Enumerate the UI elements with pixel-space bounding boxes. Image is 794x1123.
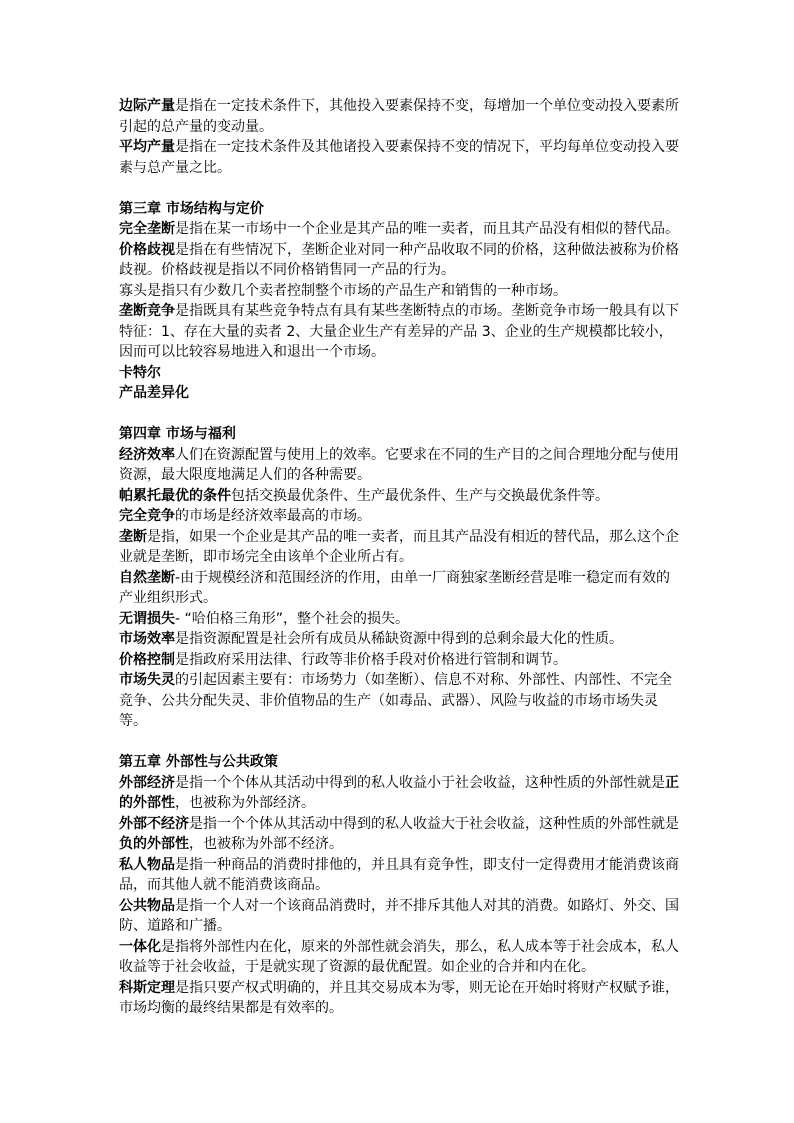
- definition-term: 公共物品: [119, 897, 175, 914]
- definition-term: 产品差异化: [119, 385, 189, 401]
- definition-paragraph: [119, 896, 681, 937]
- definition-text: 是指只要产权式明确的，并且其交易成本为零，则无论在开始时将财产权赋予谁，市场均衡的最终结果都是有效率的。: [119, 979, 679, 1016]
- definition-paragraph: [119, 773, 681, 814]
- definition-paragraph: [119, 219, 681, 240]
- definition-text: 是指一个个体从其活动中得到的私人收益小于社会收益，这种性质的外部性就是: [175, 774, 665, 791]
- definition-term: 经济效率: [119, 446, 175, 463]
- definition-text: ，也被称为外部经济。: [175, 795, 315, 811]
- definition-text: 人们在资源配置与使用上的效率。它要求在不同的生产目的之间合理地分配与使用资源，最大限度地满足人们的各种需要。: [119, 446, 679, 483]
- definition-term: 私人物品: [119, 856, 175, 873]
- definition-text: - “哈伯格三角形”，整个社会的损失。: [175, 610, 410, 627]
- definition-paragraph: [119, 445, 681, 486]
- definition-paragraph: [119, 629, 681, 650]
- definition-paragraph: [119, 96, 681, 137]
- definition-text: 是指在有些情况下，垄断企业对同一种产品收取不同的价格，这种做法被称为价格歧视。价格歧视是指以不同价格销售同一产品的行为。: [119, 241, 679, 278]
- definition-paragraph: [119, 670, 681, 732]
- definition-term: 外部不经济: [119, 815, 189, 832]
- definition-term: 完全竞争: [119, 508, 175, 524]
- definition-term: 垄断竞争: [119, 303, 175, 319]
- definition-paragraph: [119, 506, 681, 527]
- definition-paragraph: [119, 937, 681, 978]
- definition-paragraph: [119, 650, 681, 671]
- definition-term: 边际产量: [119, 98, 175, 114]
- definition-text: 寡头是指只有少数几个卖者控制整个市场的产品生产和销售的一种市场。: [119, 282, 567, 299]
- spacer: [119, 732, 681, 753]
- definition-paragraph: [119, 281, 681, 302]
- definition-text: 是指政府采用法律、行政等非价格手段对价格进行管制和调节。: [175, 651, 567, 668]
- definition-text: 是指将外部性内在化，原来的外部性就会消失，那么，私人成本等于社会成本，私人收益等于社会收益，于是就实现了资源的最优配置。如企业的合并和内在化。: [119, 938, 679, 975]
- definition-term: 正的外部性: [119, 774, 679, 811]
- definition-text: -由于规模经济和范围经济的作用，由单一厂商独家垄断经营是唯一稳定而有效的产业组织形式。: [119, 569, 671, 606]
- definition-term: 市场失灵: [119, 672, 175, 688]
- definition-term: 外部经济: [119, 774, 175, 791]
- definition-term: 完全垄断: [119, 221, 175, 237]
- definition-term: 帕累托最优的条件: [119, 487, 231, 504]
- definition-text: 包括交换最优条件、生产最优条件、生产与交换最优条件等。: [231, 487, 609, 504]
- definition-paragraph: [119, 137, 681, 178]
- definition-term: 平均产量: [119, 139, 175, 155]
- definition-text: 是指在某一市场中一个企业是其产品的唯一卖者，而且其产品没有相似的替代品。: [175, 221, 679, 237]
- definition-term: 一体化: [119, 938, 161, 955]
- definition-term: 垄断: [119, 528, 147, 545]
- definition-text: 的市场是经济效率最高的市场。: [175, 508, 371, 524]
- definition-paragraph: [119, 609, 681, 630]
- definition-text: 是指既具有某些竞争特点有具有某些垄断特点的市场。垄断竞争市场一般具有以下特征：1、存在大量的卖者 2、大量企业生产有差异的产品 3、企业的生产规模都比较小，因而可以比较容易地进入和退出一个市场。: [119, 303, 679, 360]
- chapter-4-heading: 第四章 市场与福利: [119, 426, 236, 442]
- definition-term: 卡特尔: [119, 364, 161, 381]
- chapter-5-heading: 第五章 外部性与公共政策: [119, 754, 278, 770]
- spacer: [119, 404, 681, 425]
- spacer: [119, 178, 681, 199]
- definition-paragraph: [119, 486, 681, 507]
- definition-paragraph: [119, 568, 681, 609]
- definition-text: 是指一个人对一个该商品消费时，并不排斥其他人对其的消费。如路灯、外交、国防、道路和广播。: [119, 897, 679, 934]
- chapter-3-heading: 第三章 市场结构与定价: [119, 200, 264, 217]
- definition-term: 自然垄断: [119, 569, 175, 586]
- definition-term: 价格歧视: [119, 241, 175, 258]
- definition-paragraph: [119, 240, 681, 281]
- definition-paragraph: [119, 855, 681, 896]
- definition-paragraph: [119, 301, 681, 363]
- definition-term: 科斯定理: [119, 979, 175, 996]
- definition-paragraph: [119, 978, 681, 1019]
- definition-term: 市场效率: [119, 631, 175, 647]
- definition-term: 无谓损失: [119, 610, 175, 627]
- definition-text: 是指在一定技术条件及其他诸投入要素保持不变的情况下，平均每单位变动投入要素与总产量之比。: [119, 139, 679, 176]
- definition-text: 是指资源配置是社会所有成员从稀缺资源中得到的总剩余最大化的性质。: [175, 631, 623, 647]
- definition-text: 是指在一定技术条件下，其他投入要素保持不变，每增加一个单位变动投入要素所引起的总产量的变动量。: [119, 98, 679, 135]
- definition-term: 价格控制: [119, 651, 175, 668]
- definition-text: 是指一种商品的消费时排他的，并且具有竞争性，即支付一定得费用才能消费该商品，而其他人就不能消费该商品。: [119, 856, 679, 893]
- definition-text: 的引起因素主要有：市场势力（如垄断）、信息不对称、外部性、内部性、不完全竞争、公共分配失灵、非价值物品的生产（如毒品、武器）、风险与收益的市场市场失灵等。: [119, 672, 672, 729]
- definition-text: 是指，如果一个企业是其产品的唯一卖者，而且其产品没有相近的替代品，那么这个企业就是垄断，即市场完全由该单个企业所占有。: [119, 528, 679, 565]
- definition-term: 负的外部性: [119, 836, 189, 852]
- document-page: [119, 96, 681, 1019]
- definition-text: ，也被称为外部不经济。: [189, 836, 343, 852]
- definition-paragraph: [119, 814, 681, 855]
- definition-text: 是指一个个体从其活动中得到的私人收益大于社会收益，这种性质的外部性就是: [189, 815, 679, 832]
- definition-paragraph: [119, 527, 681, 568]
